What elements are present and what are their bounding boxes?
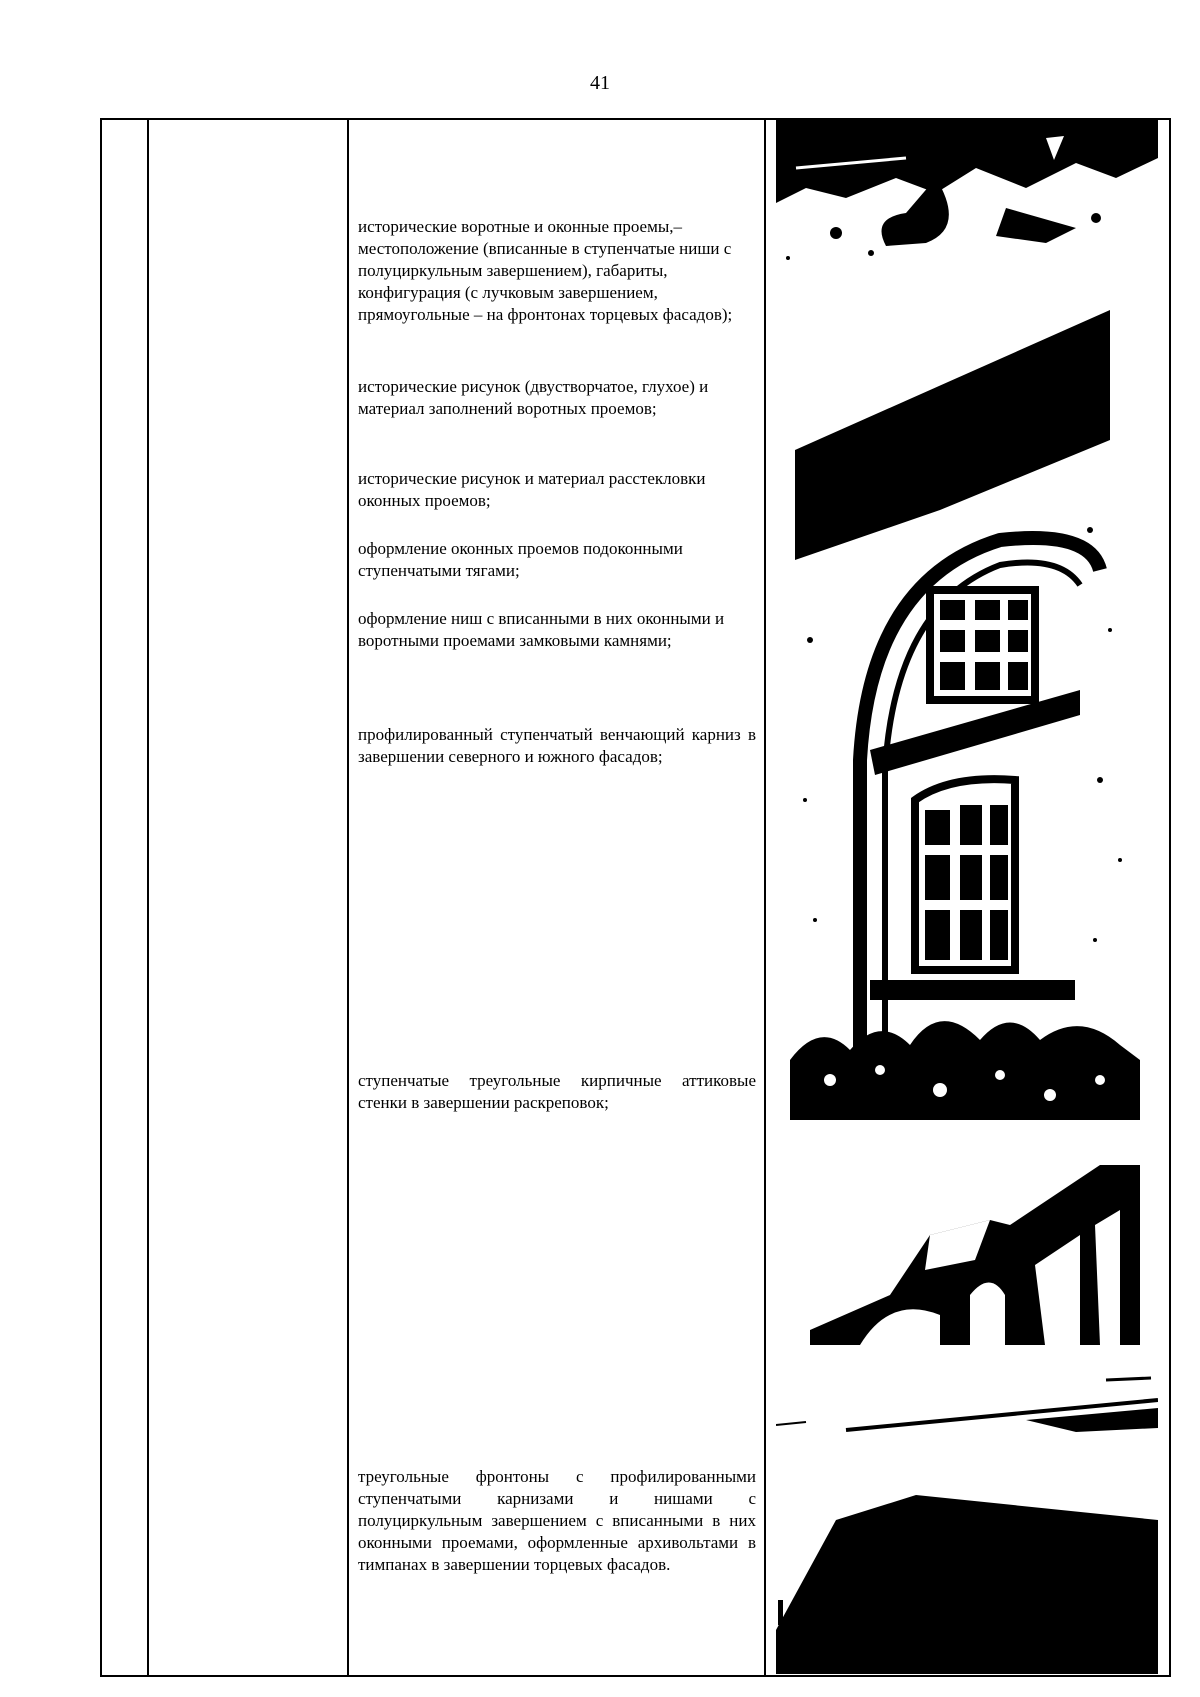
feature-paragraph-4: оформление оконных проемов подоконными ступенчатыми тягами; (358, 539, 683, 580)
page-number: 41 (590, 72, 610, 94)
facade-photo-pediment (776, 1480, 1158, 1674)
feature-paragraph-2: исторические рисунок (двустворчатое, глухое) и материал заполнений воротных проемов; (358, 377, 709, 418)
feature-paragraph-1: исторические воротные и оконные проемы,– местоположение (вписанные в ступенчатые ниши с полуциркульным завершением), габариты, конфигурация (с лучковым завершением, прямоугольные – на фронтонах торцевых фасадов); (358, 217, 733, 324)
facade-photo-arched-windows (790, 300, 1140, 1120)
feature-paragraph-3: исторические рисунок и материал расстекловки оконных проемов; (358, 469, 706, 510)
table-col-border-3 (764, 118, 766, 1676)
feature-paragraph-8: треугольные фронтоны с профилированными ступенчатыми карнизами и нишами с полуциркульным завершением с вписанными в них оконными проемами, оформленные архивольтами в тимпанах в завершении торцевых фасадов. (358, 1467, 756, 1574)
feature-paragraph-7: ступенчатые треугольные кирпичные аттиковые стенки в завершении раскреповок; (358, 1071, 756, 1112)
facade-photo-roof-gable (800, 1165, 1140, 1345)
facade-photo-cornice-strip (776, 1370, 1158, 1445)
table-col-border-1 (147, 118, 149, 1676)
table-bottom-border (100, 1675, 1171, 1677)
table-col-border-2 (347, 118, 349, 1676)
table-col-border-4 (1169, 118, 1171, 1676)
facade-photo-top-fragment (776, 118, 1158, 268)
feature-paragraph-5: оформление ниш с вписанными в них оконными и воротными проемами замковыми камнями; (358, 609, 725, 650)
table-col-border-0 (100, 118, 102, 1676)
feature-paragraph-6: профилированный ступенчатый венчающий карниз в завершении северного и южного фасадов; (358, 725, 756, 766)
